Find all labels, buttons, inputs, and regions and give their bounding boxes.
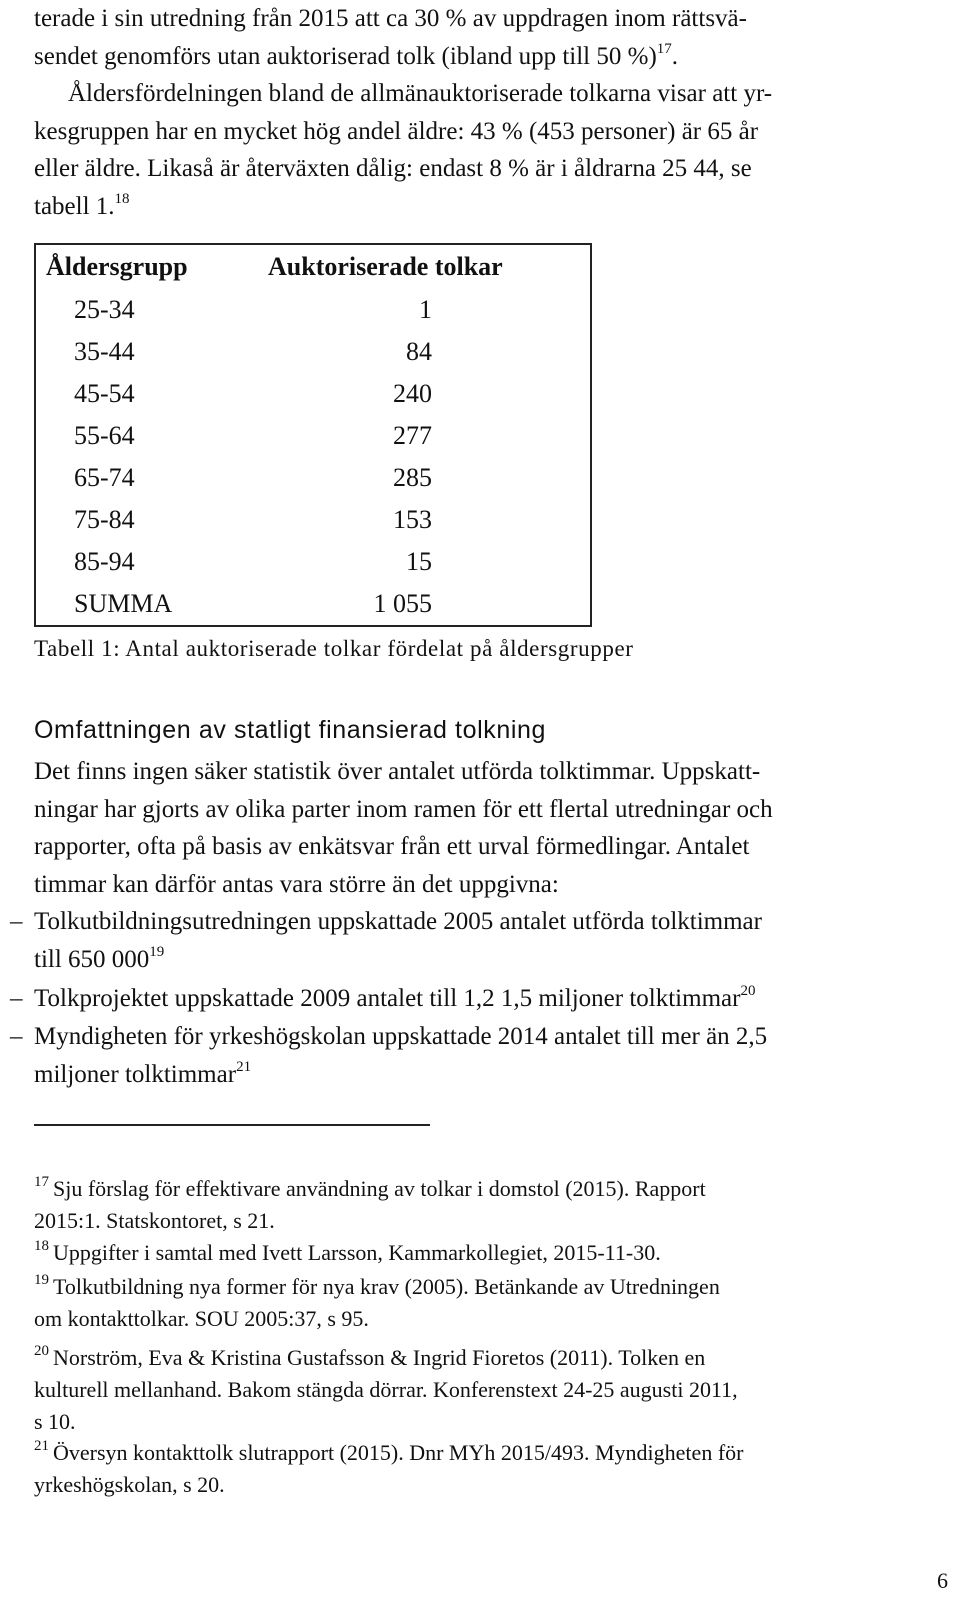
age-group-cell: 25-34: [74, 295, 135, 324]
age-group-cell: 35-44: [74, 337, 135, 366]
column-header-age-group: Åldersgrupp: [46, 252, 188, 281]
count-cell: 240: [393, 379, 432, 408]
table-row: [35, 415, 591, 457]
page-number: 6: [937, 1568, 948, 1593]
total-count-cell: 1 055: [373, 589, 432, 618]
intro-paragraph: [34, 0, 939, 225]
intro-line: sendet genomförs utan auktoriserad tolk (ibland upp till 50 %)$^{17}$.: [34, 40, 679, 70]
footnote-number: 20: [34, 1343, 49, 1359]
intro-line: terade i sin utredning från 2015 att ca 30 % av uppdragen inom rättsvä-: [34, 5, 747, 32]
footnote-number: 21: [34, 1438, 49, 1454]
total-label-cell: SUMMA: [74, 589, 173, 618]
footnote-17: $^{17}$ Sju förslag för effektivare användning av tolkar i domstol (2015). Rapport 2015:1. Statskontoret, s 21.: [34, 1174, 706, 1233]
section-heading: Omfattningen av statligt finansierad tolkning: [34, 716, 546, 744]
count-cell: 153: [393, 505, 432, 534]
table-row: [35, 373, 591, 415]
dash-bullet: –: [10, 985, 23, 1012]
table-row: [35, 331, 591, 373]
table-total-row: [35, 583, 591, 626]
list-line: miljoner tolktimmar$^{21}$: [34, 1058, 252, 1088]
age-group-cell: 65-74: [74, 463, 135, 492]
footnote-ref-20[interactable]: 20: [740, 983, 756, 999]
list-line: Tolkprojektet uppskattade 2009 antalet till 1,2 1,5 miljoner tolktimmar$^{20}$: [34, 983, 756, 1012]
column-header-authorized-interpreters: Auktoriserade tolkar: [268, 252, 503, 281]
body-line: ningar har gjorts av olika parter inom ramen för ett flertal utredningar och: [34, 795, 773, 823]
table-row: [35, 499, 591, 541]
footnote-20: $^{20}$ Norström, Eva & Kristina Gustafsson & Ingrid Fioretos (2011). Tolken en kulturell mellanhand. Bakom stängda dörrar. Konferenstext 24-25 augusti 2011, s 10.: [34, 1343, 738, 1434]
list-line: till 650 $000^{19}$: [34, 943, 165, 973]
dash-bullet: –: [10, 1023, 23, 1050]
intro-line: kesgruppen har en mycket hög andel äldre: 43 % (453 personer) är 65 år: [34, 117, 759, 145]
age-group-cell: 55-64: [74, 421, 135, 450]
intro-line: Åldersfördelningen bland de allmänauktoriserade tolkarna visar att yr-: [68, 80, 773, 107]
list-item-tolkprojektet: [34, 980, 939, 1018]
footnote-18: $^{18}$ Uppgifter i samtal med Ivett Larsson, Kammarkollegiet, 2015-11-30.: [34, 1238, 661, 1265]
body-line: timmar kan därför antas vara större än det uppgivna:: [34, 870, 559, 898]
age-distribution-table: [34, 243, 592, 627]
count-cell: 285: [393, 463, 432, 492]
body-line: rapporter, ofta på basis av enkätsvar från ett urval förmedlingar. Antalet: [34, 833, 750, 860]
footnote-separator: [34, 1124, 430, 1126]
age-group-cell: 45-54: [74, 379, 135, 408]
table-row: [35, 289, 591, 331]
footnote-number: 19: [34, 1272, 49, 1288]
count-cell: 1: [419, 295, 432, 324]
body-paragraph: [34, 753, 939, 903]
age-group-cell: 75-84: [74, 505, 135, 534]
count-cell: 84: [406, 337, 432, 366]
footnote-number: 18: [34, 1238, 49, 1254]
footnote-ref-17[interactable]: 17: [656, 40, 672, 57]
footnote-21: $^{21}$ Översyn kontakttolk slutrapport (2015). Dnr MYh 2015/493. Myndigheten för yrkeshögskolan, s 20.: [34, 1438, 744, 1497]
count-cell: 15: [406, 547, 432, 576]
list-line: Tolkutbildningsutredningen uppskattade 2005 antalet utförda tolktimmar: [34, 908, 762, 935]
list-item-tolkutbildningsutredningen: [34, 903, 939, 978]
list-item-myndigheten: [34, 1018, 939, 1093]
dash-bullet: –: [10, 908, 23, 935]
footnote-number: 17: [34, 1174, 49, 1190]
table-row: [35, 541, 591, 583]
body-line: Det finns ingen säker statistik över antalet utförda tolktimmar. Uppskatt-: [34, 758, 761, 785]
footnote-ref-19[interactable]: 19: [149, 943, 165, 960]
footnote-ref-18[interactable]: 18: [114, 190, 130, 207]
intro-line: tabell 1.18: [34, 190, 130, 220]
age-group-cell: 85-94: [74, 547, 135, 576]
list-line: Myndigheten för yrkeshögskolan uppskattade 2014 antalet till mer än 2,5: [34, 1023, 768, 1050]
table-caption: Tabell 1: Antal auktoriserade tolkar fördelat på åldersgrupper: [34, 636, 634, 661]
intro-line: eller äldre. Likaså är återväxten dålig: endast 8 % är i åldrarna 25 44, se: [34, 155, 752, 182]
table-header-row: [35, 244, 591, 289]
count-cell: 277: [393, 421, 432, 450]
footnote-ref-21[interactable]: 21: [236, 1058, 252, 1075]
footnote-19: $^{19}$ Tolkutbildning nya former för nya krav (2005). Betänkande av Utredningen om kontakttolkar. SOU 2005:37, s 95.: [34, 1272, 720, 1331]
table-row: [35, 457, 591, 499]
